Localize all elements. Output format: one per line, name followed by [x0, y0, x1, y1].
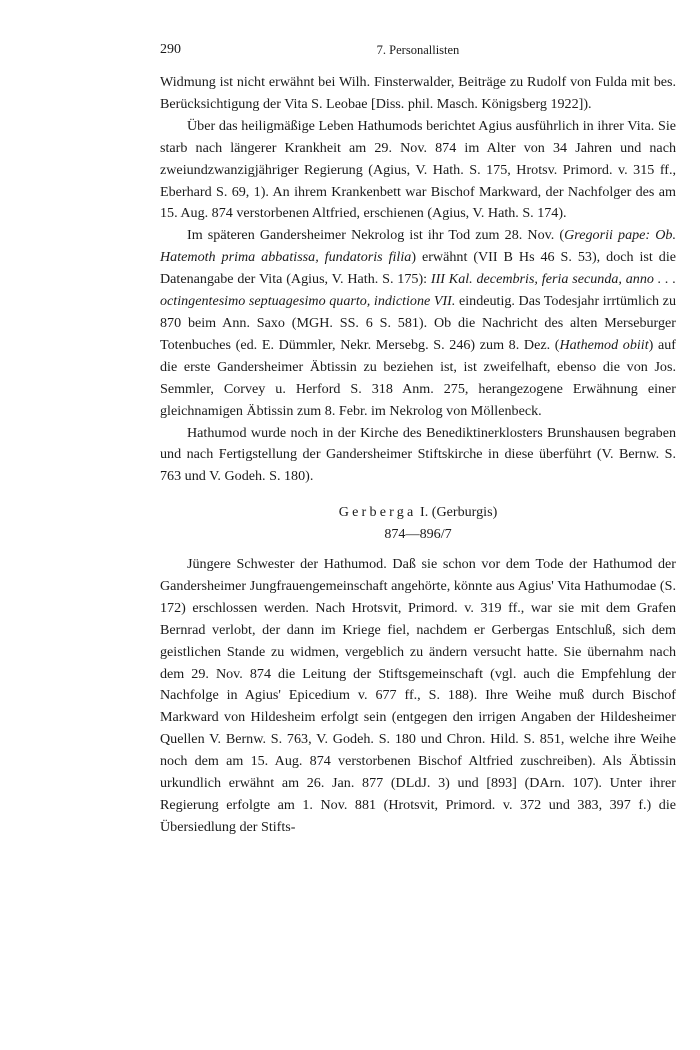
paragraph-necrology — [160, 225, 676, 422]
section-heading-name-rest: I. (Gerburgis) — [420, 504, 498, 521]
section-dates: 874—896/7 — [384, 526, 452, 543]
running-title: 7. Personallisten — [376, 43, 460, 57]
paragraph-continuation: Widmung ist nicht erwähnt bei Wilh. Finsterwalder, Beiträge zu Rudolf von Fulda mit bes. Berücksichtigung der Vita S. Leobae [Diss. phil. Masch. Königsberg 1922]). — [160, 74, 676, 112]
paragraph-gerberga: Jüngere Schwester der Hathumod. Daß sie schon vor dem Tode der Hathumod der Gandersheimer Jungfrauengemeinschaft angehörte, könnte aus Agius' Vita Hathumodae (S. 172) erschlossen werden. Nach Hrotsvit, Primord. v. 319 ff., war sie mit dem Grafen Bernrad verlobt, der dann im Kriege fiel, nachdem er Gerbergas Entschluß, sich dem geistlichen Stande zu widmen, vergeblich zu ändern versucht hatte. Sie übernahm nach dem 29. Nov. 874 die Leitung der Stiftsgemeinschaft (vgl. auch die Empfehlung der Nachfolge in Agius' Epicedium v. 677 ff., S. 188). Ihre Weihe muß durch Bischof Markward von Hildesheim erfolgt sein (entgegen den irrigen Angaben der Hildesheimer Quellen V. Bernw. S. 763, V. Godeh. S. 180 und Chron. Hild. S. 851, welche ihre Weihe noch dem am 15. Aug. 874 verstorbenen Bischof Altfried zuschreiben). Als Äbtissin urkundlich erwähnt am 26. Jan. 877 (DLdJ. 3) und [893] (DArn. 107). Unter ihrer Regierung erfolgte am 1. Nov. 881 (Hrotsvit, Primord. v. 372 und 383, 397 f.) die Übersiedlung der Stifts- — [160, 556, 676, 835]
paragraph-burial: Hathumod wurde noch in der Kirche des Benediktinerklosters Brunshausen begraben und nach Fertigstellung der Gandersheimer Stiftskirche in diese überführt (V. Bernw. S. 763 und V. Godeh. S. 180). — [160, 424, 676, 485]
necrology-text-3: eindeutig. Das Todesjahr irrtümlich zu 870 beim Ann. Saxo (MGH. SS. 6 S. 581). Ob die Nachricht des alten Merseburger Totenbuches (ed. E. Dümmler, Nekr. Mersebg. S. 246) zum 8. Dez. ( — [160, 293, 676, 353]
page-number: 290 — [160, 42, 181, 57]
paragraph-death-of-hathumod: Über das heiligmäßige Leben Hathumods berichtet Agius ausführlich in ihrer Vita. Sie starb nach längerer Krankheit am 29. Nov. 874 im Alter von 34 Jahren und nach zweiundzwanzigjähriger Regierung (Agius, V. Hath. S. 175, Hrotsv. Primord. v. 315 ff., Eberhard S. 69, 1). An ihrem Krankenbett war Bischof Markward, der Nachfolger des am 15. Aug. 874 verstorbenen Altfried, erschienen (Agius, V. Hath. S. 174). — [160, 117, 676, 222]
necrology-text-2: ) erwähnt (VII B Hs 46 S. 53), doch ist die Datenangabe der Vita (Agius, V. Hath. S. 175): — [160, 249, 676, 288]
necrology-quote-1: Gregorii pape: Ob. Hatemoth prima abbatissa, fundatoris filia — [160, 227, 676, 266]
body-text — [160, 72, 676, 839]
necrology-quote-2: III Kal. decembris, feria secunda, anno . . . octingentesimo septuagesimo quarto, indictione VII. — [160, 271, 676, 310]
section-heading — [160, 502, 676, 524]
page-header — [160, 42, 676, 62]
necrology-text-1: Im späteren Gandersheimer Nekrolog ist ihr Tod zum 28. Nov. ( — [187, 227, 565, 244]
necrology-text-4: ) auf die erste Gandersheimer Äbtissin zu beziehen ist, ist zweifelhaft, ebenso die von Jos. Semmler, Corvey u. Herford S. 318 Anm. 275, herangezogene Erwähnung einer gleichnamigen Äbtissin zum 8. Febr. im Nekrolog von Möllenbeck. — [160, 336, 676, 419]
section-heading-name: Gerberga — [338, 504, 417, 521]
necrology-quote-3: Hathemod obiit — [559, 336, 649, 353]
